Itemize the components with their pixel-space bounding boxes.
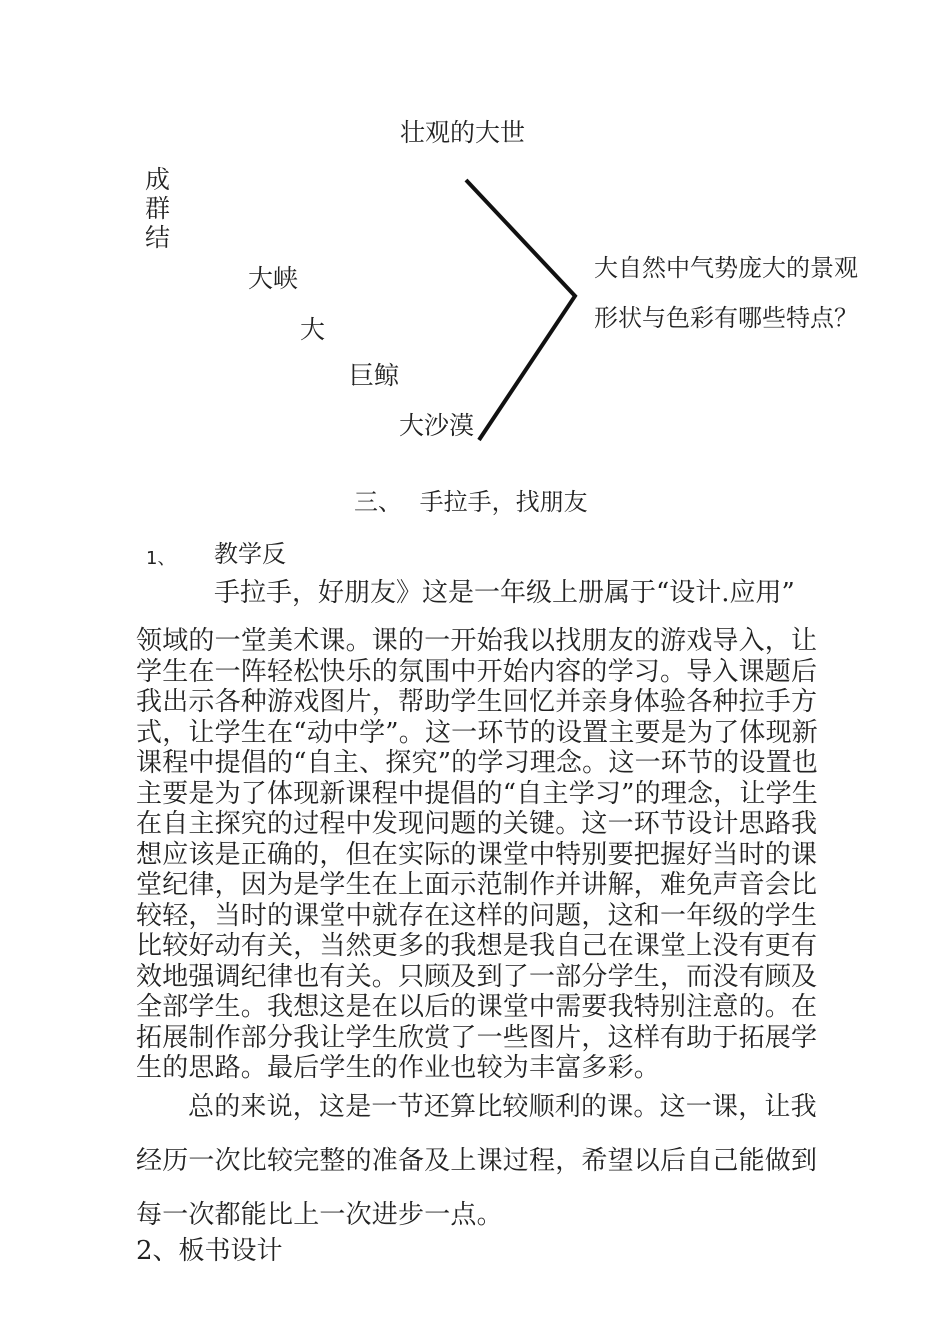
diagram-item-canyon: 大峡	[248, 264, 299, 293]
section-heading: 三、 手拉手，找朋友	[354, 488, 588, 516]
item-1-title: 教学反	[214, 540, 286, 568]
bracket-polyline	[466, 180, 575, 440]
diagram-top-label: 壮观的大世	[400, 118, 526, 147]
item-1-intro-line: 手拉手，好朋友》这是一年级上册属于“设计.应用”	[214, 578, 795, 608]
diagram-item-big: 大	[300, 315, 326, 344]
diagram-question-line-2: 形状与色彩有哪些特点？	[594, 304, 858, 332]
diagram-item-whale: 巨鲸	[349, 361, 400, 390]
item-1-summary-paragraph: 总的来说，这是一节还算比较顺利的课。这一课，让我经历一次比较完整的准备及上课过程，希望以后自己能做到每一次都能比上一次进步一点。	[136, 1092, 818, 1230]
item-2-title: 2、板书设计	[136, 1236, 283, 1266]
item-1-number: 1、	[146, 548, 176, 569]
diagram-question-line-1: 大自然中气势庞大的景观	[594, 254, 858, 282]
diagram-left-vertical-label: 成群结	[145, 165, 171, 252]
item-1-body-paragraph: 领域的一堂美术课。课的一开始我以找朋友的游戏导入，让学生在一阵轻松快乐的氛围中开始内容的学习。导入课题后我出示各种游戏图片，帮助学生回忆并亲身体验各种拉手方式，让学生在“动中学”。这一环节的设置主要是为了体现新课程中提倡的“自主、探究”的学习理念。这一环节的设置也主要是为了体现新课程中提倡的“自主学习”的理念，让学生在自主探究的过程中发现问题的关键。这一环节设计思路我想应该是正确的，但在实际的课堂中特别要把握好当时的课堂纪律，因为是学生在上面示范制作并讲解，难免声音会比较轻，当时的课堂中就存在这样的问题，这和一年级的学生比较好动有关，当然更多的我想是我自己在课堂上没有更有效地强调纪律也有关。只顾及到了一部分学生，而没有顾及全部学生。我想这是在以后的课堂中需要我特别注意的。在拓展制作部分我让学生欣赏了一些图片，这样有助于拓展学生的思路。最后学生的作业也较为丰富多彩。	[136, 626, 818, 1083]
diagram-item-desert: 大沙漠	[399, 411, 475, 440]
